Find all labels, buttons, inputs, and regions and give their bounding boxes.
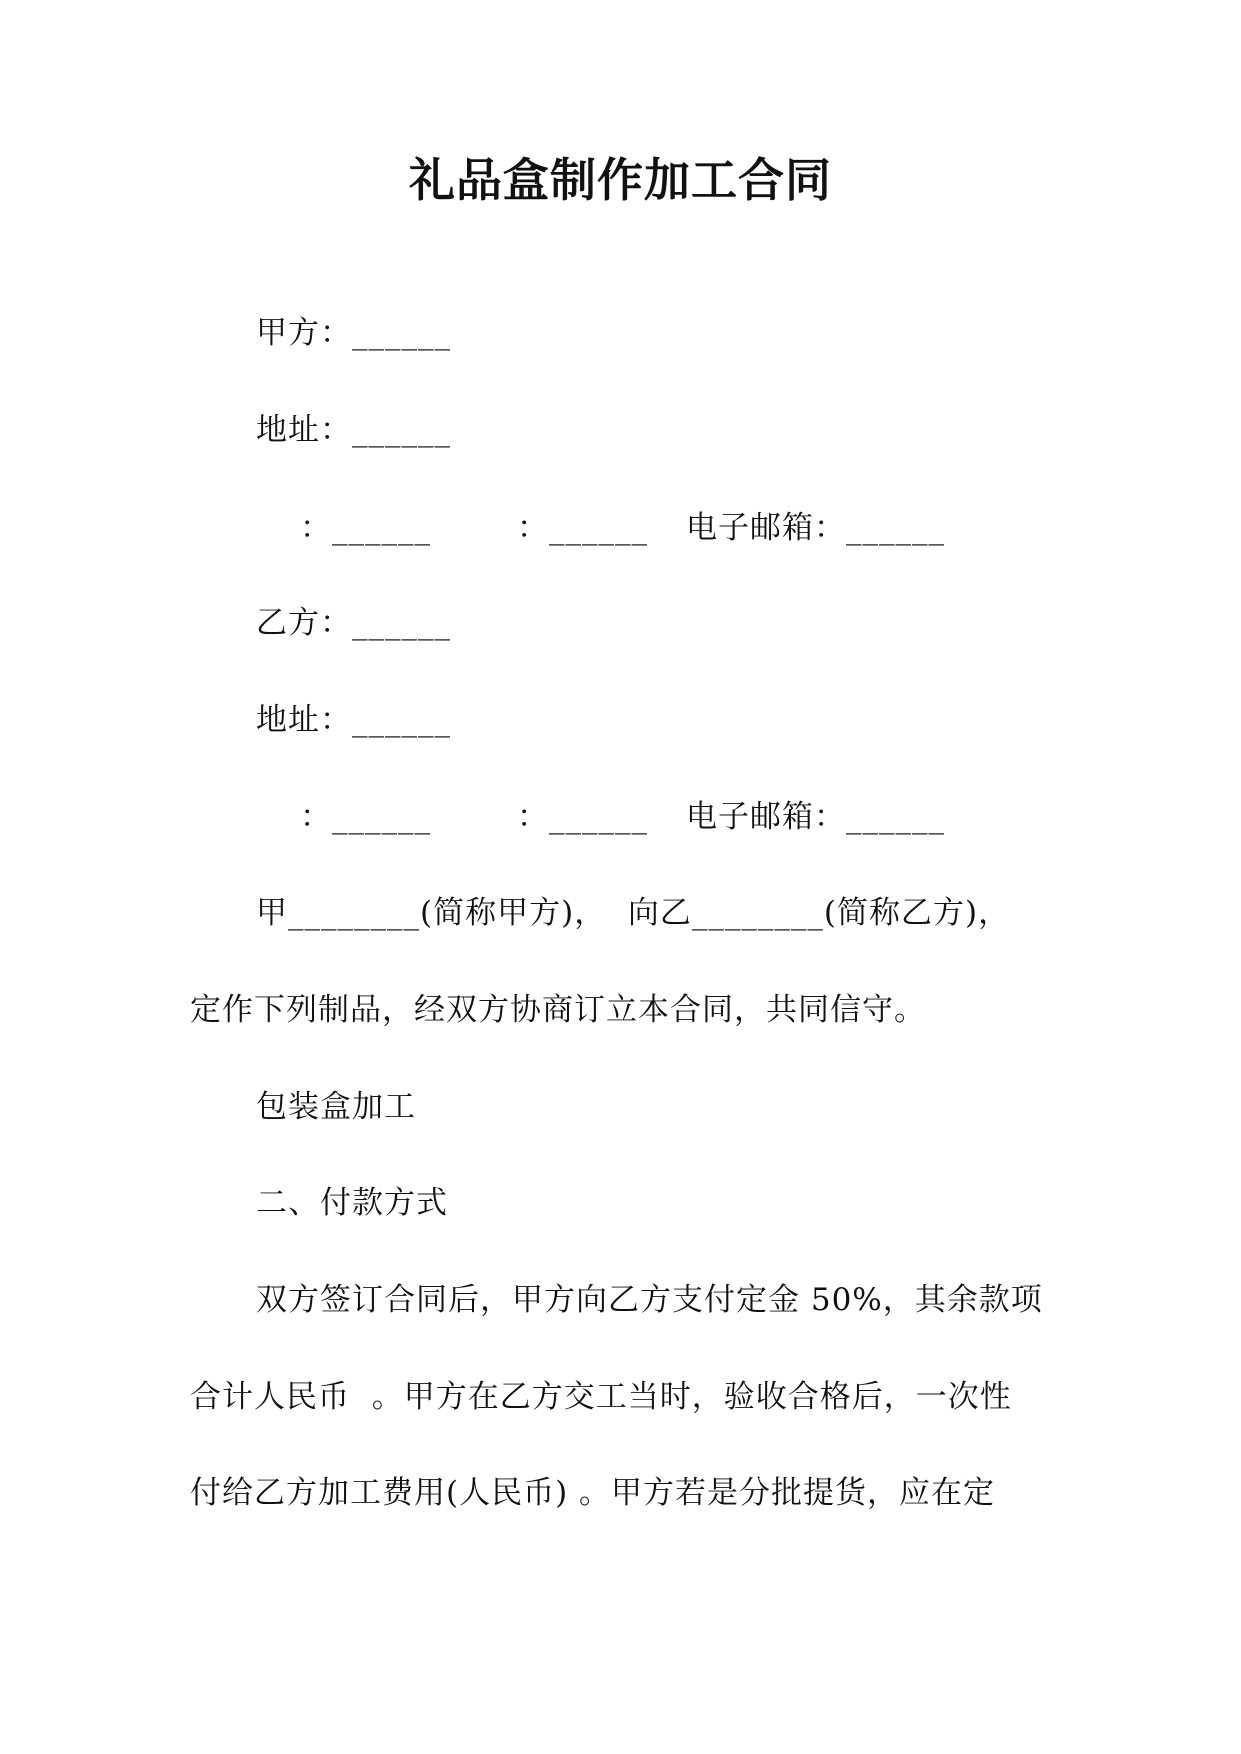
intro-line-2: 定作下列制品，经双方协商订立本合同，共同信守。 — [190, 992, 926, 1028]
party-b-address: 地址：______ — [256, 702, 451, 738]
party-b-name: 乙方：______ — [256, 605, 451, 641]
section-1-text: 包装盒加工 — [256, 1089, 416, 1125]
page-title: 礼品盒制作加工合同 — [409, 153, 832, 207]
payment-line-3: 付给乙方加工费用(人民币) 。甲方若是分批提货，应在定 — [190, 1475, 996, 1511]
section-2-heading: 二、付款方式 — [256, 1185, 448, 1221]
party-a-name: 甲方：______ — [256, 315, 451, 351]
party-a-contact-1: ：______ — [300, 510, 431, 546]
party-a-contact-2: ：______ — [517, 510, 648, 546]
party-a-email: 电子邮箱：______ — [686, 510, 945, 546]
intro-line-1: 甲________(简称甲方)， 向乙________(简称乙方)， — [256, 895, 1011, 931]
payment-line-1: 双方签订合同后，甲方向乙方支付定金 50%，其余款项 — [256, 1282, 1043, 1318]
party-b-contact-2: ：______ — [517, 799, 648, 835]
party-a-address: 地址：______ — [256, 412, 451, 448]
payment-line-2: 合计人民币 。甲方在乙方交工当时，验收合格后，一次性 — [190, 1379, 1012, 1415]
party-b-contact-1: ：______ — [300, 799, 431, 835]
party-b-email: 电子邮箱：______ — [686, 799, 945, 835]
